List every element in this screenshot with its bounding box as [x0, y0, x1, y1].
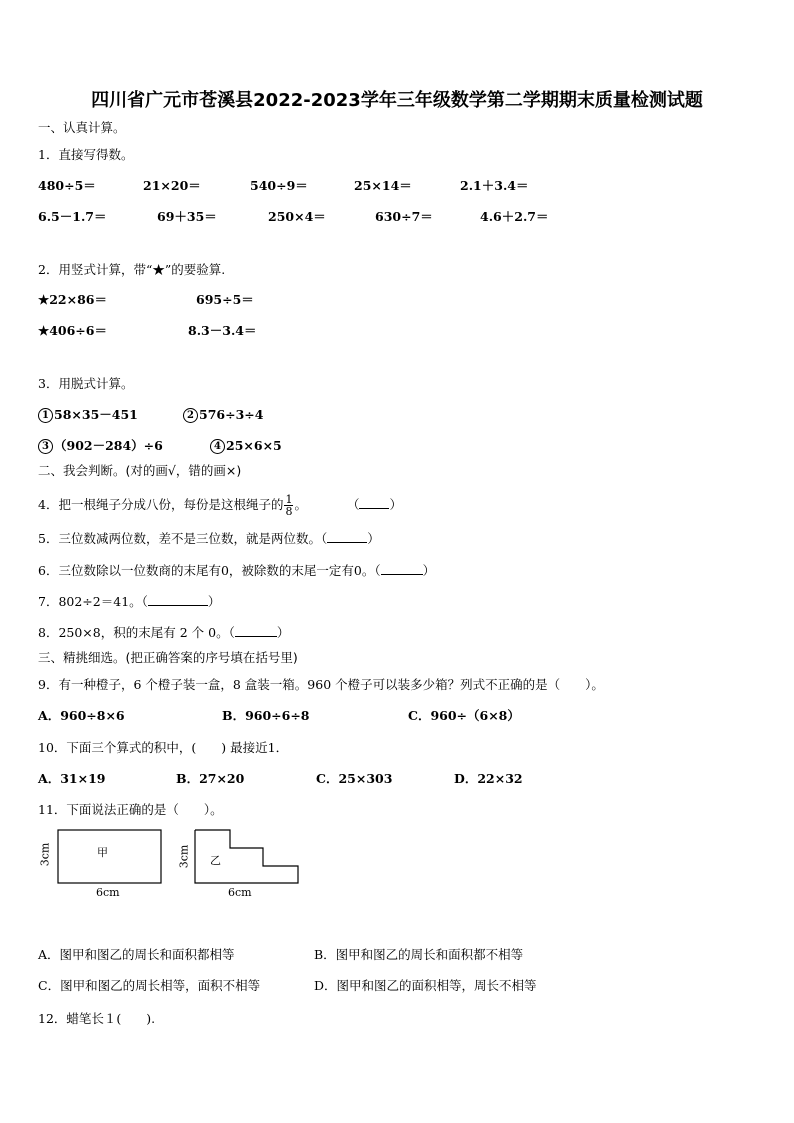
answer-blank[interactable] — [381, 563, 423, 575]
paren-right: ） — [207, 594, 221, 609]
section-1-heading: 一、认真计算。 — [38, 120, 126, 135]
q6 — [38, 563, 435, 579]
q3-item — [38, 438, 163, 454]
q3-expr: 25×6×5 — [226, 438, 282, 453]
circled-number: 2 — [183, 408, 198, 423]
answer-blank[interactable] — [148, 594, 208, 606]
q8 — [38, 625, 289, 641]
q3-expr: 576÷3÷4 — [199, 407, 264, 422]
answer-blank[interactable] — [359, 497, 389, 509]
q2-item: ★22×86＝ — [38, 292, 107, 307]
page-title: 四川省广元市苍溪县2022-2023学年三年级数学第二学期期末质量检测试题 — [91, 90, 703, 111]
fraction-denominator: 8 — [285, 505, 293, 518]
q3-item — [183, 407, 263, 423]
q1-item: 4.6＋2.7＝ — [480, 209, 549, 224]
q11-option-b[interactable]: B．图甲和图乙的周长和面积都不相等 — [314, 947, 524, 962]
figure-b-width-label: 6cm — [228, 886, 252, 899]
q5-text: 5．三位数减两位数，差不是三位数，就是两位数。（ — [38, 531, 328, 546]
q3-expr: 58×35－451 — [54, 407, 138, 422]
circled-number: 4 — [210, 439, 225, 454]
circled-number: 3 — [38, 439, 53, 454]
paren-left: （ — [346, 497, 360, 512]
q11-option-a[interactable]: A．图甲和图乙的周长和面积都相等 — [38, 947, 235, 962]
q3-item — [210, 438, 282, 454]
figure-b-label: 乙 — [210, 854, 221, 867]
q10-option-d[interactable]: D．22×32 — [454, 771, 523, 786]
paren-right: ） — [276, 625, 290, 640]
fraction-one-eighth — [284, 494, 293, 517]
figure-staircase-b — [192, 828, 302, 888]
q1-item: 480÷5＝ — [38, 178, 96, 193]
q9-option-b[interactable]: B．960÷6÷8 — [222, 708, 310, 723]
paren-right: ） — [367, 531, 380, 546]
q1-item: 540÷9＝ — [250, 178, 308, 193]
q3-expr: （902－284）÷6 — [54, 438, 163, 453]
q7 — [38, 594, 220, 610]
q10-text: 10．下面三个算式的积中，( ) 最接近1． — [38, 740, 289, 755]
section-2-heading: 二、我会判断。(对的画√，错的画×) — [38, 463, 242, 478]
q9-option-c[interactable]: C．960÷（6×8） — [408, 708, 520, 723]
q10-option-a[interactable]: A．31×19 — [38, 771, 106, 786]
q11-text: 11．下面说法正确的是（ ）。 — [38, 802, 223, 817]
q2-item: 8.3－3.4＝ — [188, 323, 257, 338]
figure-a-width-label: 6cm — [96, 886, 120, 899]
paren-right: ） — [389, 497, 402, 512]
q3-title: 3．用脱式计算。 — [38, 376, 134, 391]
fraction-numerator: 1 — [285, 493, 293, 506]
q4-text: 4．把一根绳子分成八份，每份是这根绳子的 — [38, 497, 284, 512]
q4 — [38, 494, 402, 517]
q2-item: 695÷5＝ — [196, 292, 254, 307]
figure-a-height-label: 3cm — [38, 842, 52, 867]
q9-option-a[interactable]: A．960÷8×6 — [38, 708, 125, 723]
circled-number: 1 — [38, 408, 53, 423]
answer-blank[interactable] — [327, 531, 367, 543]
q5 — [38, 531, 380, 547]
q9-text: 9．有一种橙子，6 个橙子装一盒，8 盒装一箱。960 个橙子可以装多少箱？列式不正确的是（ ）。 — [38, 677, 604, 692]
q1-item: 21×20＝ — [143, 178, 201, 193]
figure-a-label: 甲 — [97, 846, 108, 859]
q1-item: 250×4＝ — [268, 209, 326, 224]
q4-end: 。 — [294, 497, 307, 512]
q1-item: 630÷7＝ — [375, 209, 433, 224]
q10-option-c[interactable]: C．25×303 — [316, 771, 393, 786]
q12-text: 12．蜡笔长１( ). — [38, 1011, 156, 1026]
figure-rectangle-a — [55, 828, 165, 888]
q1-title: 1．直接写得数。 — [38, 147, 134, 162]
q10-option-b[interactable]: B．27×20 — [176, 771, 245, 786]
answer-blank[interactable] — [235, 625, 277, 637]
q11-option-c[interactable]: C．图甲和图乙的周长相等，面积不相等 — [38, 978, 261, 993]
q6-text: 6．三位数除以一位数商的末尾有0，被除数的末尾一定有0。（ — [38, 563, 381, 578]
q3-item — [38, 407, 138, 423]
figure-b-height-label: 3cm — [177, 844, 191, 869]
q1-item: 25×14＝ — [354, 178, 412, 193]
q2-item: ★406÷6＝ — [38, 323, 107, 338]
q1-item: 6.5－1.7＝ — [38, 209, 107, 224]
q11-option-d[interactable]: D．图甲和图乙的面积相等，周长不相等 — [314, 978, 537, 993]
q1-item: 69＋35＝ — [157, 209, 217, 224]
q2-title: 2．用竖式计算，带“★”的要验算. — [38, 262, 226, 277]
q1-item: 2.1＋3.4＝ — [460, 178, 529, 193]
paren-right: ） — [422, 563, 436, 578]
q8-text: 8．250×8，积的末尾有 2 个 0。（ — [38, 625, 235, 640]
q7-text: 7．802÷2＝41。（ — [38, 594, 148, 609]
section-3-heading: 三、精挑细选。(把正确答案的序号填在括号里) — [38, 650, 298, 665]
